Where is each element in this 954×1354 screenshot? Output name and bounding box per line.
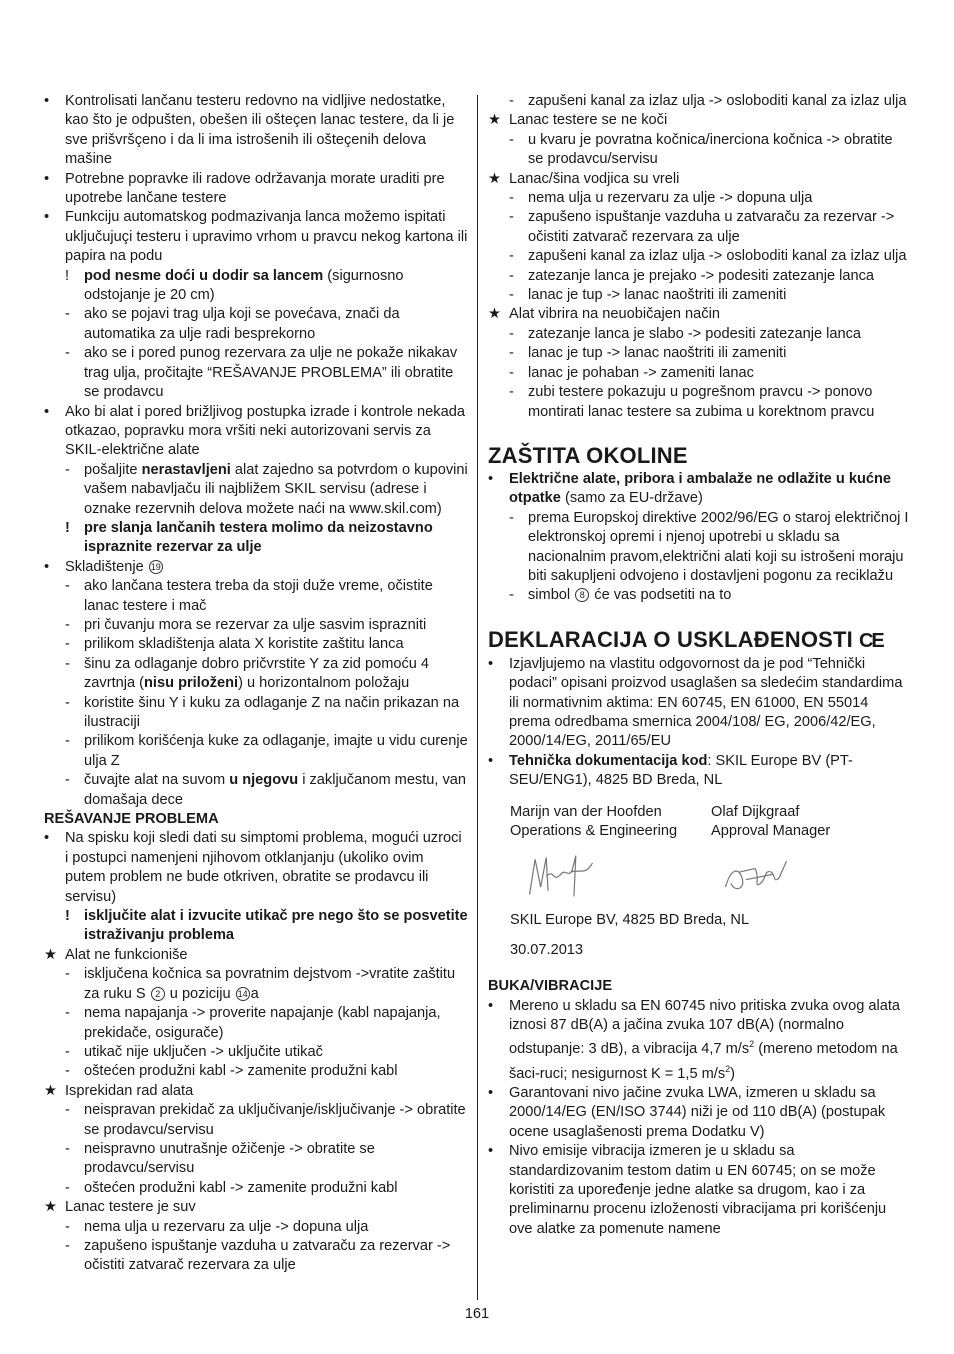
dash-marker: -	[65, 616, 70, 633]
dash-marker: -	[509, 287, 514, 304]
dash-marker: -	[65, 306, 70, 323]
sub-item: - simbol 8 će vas podsetiti na to	[488, 586, 912, 605]
dash-marker: -	[65, 1043, 70, 1060]
dash-marker: -	[65, 1102, 70, 1119]
dash-marker: -	[65, 1005, 70, 1022]
dash-marker: -	[65, 636, 70, 653]
bullet-marker: •	[44, 209, 50, 226]
sub-item: - ako se i pored punog rezervara za ulje ne pokaže nikakav trag ulja, pročitajte “REŠAVANJE PROBLEMA” ili obratite se prodavcu	[65, 345, 458, 401]
dash-marker: -	[65, 1140, 70, 1157]
warning-item: ! pre slanja lančanih testera molimo da neizostavno ispraznite rezervar za ulje	[65, 519, 433, 556]
page-number: 161	[464, 1306, 490, 1322]
star-icon: ★	[44, 1082, 58, 1099]
bullet-marker: •	[44, 170, 50, 187]
dash-marker: -	[509, 190, 514, 207]
section-heading-declaration: DEKLARACIJA O USKLAĐENOSTI CE	[488, 626, 883, 652]
dash-marker: -	[509, 325, 514, 342]
dash-marker: -	[65, 1237, 70, 1254]
sub-item: - isključena kočnica sa povratnim dejstvom ->vratite zaštitu za ruku S 2 u poziciju 14 a	[65, 966, 456, 1002]
sub-item: - zubi testere pokazuju u pogrešnom pravcu -> ponovo montirati lanac testere sa zubima u korektnom pravcu	[509, 384, 875, 420]
symptom-item: ★ Lanac testere je suv	[44, 1198, 468, 1217]
list-item: • Potrebne popravke ili radove održavanja morate uraditi pre upotrebe lančane testere	[44, 170, 445, 207]
dash-marker: -	[65, 694, 70, 711]
sub-item: - neispravan prekidač za uključivanje/isključivanje -> obratite se prodavcu/servisu	[65, 1102, 466, 1138]
bullet-marker: •	[488, 752, 494, 769]
dash-marker: -	[509, 345, 514, 362]
right-column	[488, 92, 912, 1239]
bullet-marker: •	[44, 558, 50, 575]
section-heading-troubleshooting: REŠAVANJE PROBLEMA	[44, 811, 219, 828]
dash-marker: -	[509, 587, 514, 604]
sub-item: - nema napajanja -> proverite napajanje (kabl napajanja, prekidače, osigurače)	[65, 1005, 441, 1041]
sub-item: - lanac je tup -> lanac naoštriti ili zameniti	[488, 344, 912, 363]
reference-number: 14	[237, 988, 248, 999]
list-item: • Kontrolisati lančanu testeru redovno na vidljive nedostatke, kao što je odpušten, obešen ili ošteçen lanac testere, da li je sve prišvršçeno i da li ima istrošenih ili ošteçenih delova mašine	[44, 93, 455, 168]
signatories	[488, 803, 912, 842]
sub-item: - pri čuvanju mora se rezervar za ulje sasvim isprazniti	[44, 616, 468, 635]
sub-item: - neispravno unutrašnje ožičenje -> obratite se prodavcu/servisu	[65, 1140, 375, 1177]
star-icon: ★	[44, 946, 58, 963]
declaration-date: 30.07.2013	[510, 941, 584, 958]
reference-number: 19	[150, 561, 161, 572]
list-item: • Izjavljujemo na vlastitu odgovornost da je pod “Tehnički podaci” opisani proizvod usaglašen sa sledećim standardima ili normativnim aktima: EN 60745, EN 61000, EN 55014 prema odredbama smernica 2004/108/ EG, 2006/42/EG, 2000/14/EG, 2011/65/EU	[488, 655, 903, 750]
sub-item: - oštećen produžni kabl -> zamenite produžni kabl	[44, 1179, 468, 1198]
column-divider	[477, 95, 478, 1300]
sub-item: - ako se pojavi trag ulja koji se povećava, znači da automatika za ulje radi besprekorno	[65, 306, 400, 342]
dash-marker: -	[65, 733, 70, 750]
dash-marker: -	[509, 364, 514, 381]
sub-item: - prilikom skladištenja alata X koristite zaštitu lanca	[44, 635, 468, 654]
list-item: • Nivo emisije vibracija izmeren je u skladu sa standardizovanim testom datim u EN 60745; on se može koristiti za upoređenje jedne alatke sa drugom, kao i za preliminarnu procenu izloženosti vibracijama pri korišćenju ove alatke za pomenute namene	[488, 1143, 887, 1237]
sub-item: - pošaljite nerastavljeni alat zajedno sa potvrdom o kupovini vašem nabavljaču ili najbližem SKIL servisu (adrese i oznake rezervnih delova možete naći na www.skil.com)	[65, 461, 468, 517]
list-item: • Na spisku koji sledi dati su simptomi problema, mogući uzroci i postupci namenjeni njihovom otklanjanju (ukoliko ovim putem problem ne bude otkriven, obratite se prodavcu ili servisu)	[44, 830, 462, 905]
signature-2-image	[718, 848, 792, 904]
sub-item: - prilikom korišćenja kuke za odlaganje, imajte u vidu curenje ulja Z	[65, 733, 468, 769]
list-item: • Električne alate, pribora i ambalaže ne odlažite u kućne otpatke (samo za EU-države)	[488, 470, 892, 507]
dash-marker: -	[509, 509, 514, 526]
dash-marker: -	[509, 248, 514, 265]
sub-item: - šinu za odlaganje dobro pričvrstite Y za zid pomoću 4 zavrtnja (nisu priloženi) u horizontalnom položaju	[65, 655, 430, 692]
dash-marker: -	[65, 966, 70, 983]
dash-marker: -	[65, 461, 70, 478]
sub-item: - zapušeno ispuštanje vazduha u zatvaraču za rezervar -> očistiti zatvarač rezervara za ulje	[509, 209, 895, 245]
dash-marker: -	[509, 93, 514, 109]
list-item: • Skladištenje 19	[44, 558, 468, 577]
sub-item: - zapušeno ispuštanje vazduha u zatvaraču za rezervar -> očistiti zatvarač rezervara za ulje	[65, 1237, 451, 1274]
symptom-item: ★ Lanac/šina vodjica su vreli	[488, 170, 912, 189]
sub-item: - čuvajte alat na suvom u njegovu i zaključanom mestu, van domašaja dece	[65, 772, 467, 808]
star-icon: ★	[488, 112, 502, 129]
symptom-item: ★ Alat vibrira na neuobičajen način	[488, 305, 912, 324]
sub-item: - nema ulja u rezervaru za ulje -> dopuna ulja	[488, 189, 912, 208]
signatory-2: Olaf Dijkgraaf Approval Manager	[711, 803, 831, 839]
symptom-item: ★ Lanac testere se ne koči	[488, 111, 912, 130]
star-icon: ★	[488, 170, 502, 187]
ce-mark: CE	[858, 629, 883, 652]
sub-item: - oštećen produžni kabl -> zamenite produžni kabl	[44, 1062, 468, 1081]
signature-1-image	[524, 848, 598, 904]
sub-item: - lanac je pohaban -> zameniti lanac	[488, 364, 912, 383]
dash-marker: -	[509, 131, 514, 148]
bullet-marker: •	[488, 1143, 494, 1160]
dash-marker: -	[65, 345, 70, 362]
dash-marker: -	[65, 655, 70, 672]
sub-item: - u kvaru je povratna kočnica/inerciona kočnica -> obratite se prodavcu/servisu	[509, 131, 893, 168]
sub-item: - nema ulja u rezervaru za ulje -> dopuna ulja	[44, 1218, 468, 1237]
dash-marker: -	[509, 267, 514, 284]
signatures	[488, 841, 912, 911]
section-heading-environment: ZAŠTITA OKOLINE	[488, 442, 688, 468]
reference-number: 2	[151, 987, 165, 1001]
sub-item: - zatezanje lanca je slabo -> podesiti zatezanje lanca	[488, 325, 912, 344]
sub-item: - prema Europskoj direktive 2002/96/EG o staroj električnoj I elektronskoj opremi i njenoj upotrebi u skladu sa nacionalnim pravom,električni alati koji su istrošeni moraju biti sakupljeni odvojeno i dostavljeni pogonu za reciklažu	[509, 509, 909, 584]
exclamation-marker: !	[65, 267, 70, 284]
bullet-marker: •	[488, 655, 494, 672]
sub-item: - utikač nije uključen -> uključite utikač	[44, 1043, 468, 1062]
dash-marker: -	[65, 772, 70, 789]
warning-item: ! isključite alat i izvucite utikač pre nego što se posvetite istraživanju problema	[65, 908, 468, 944]
dash-marker: -	[509, 384, 514, 401]
list-item: • Mereno u skladu sa EN 60745 nivo pritiska zvuka ovog alata iznosi 87 dB(A) a jačina zvuka 107 dB(A) (normalno odstupanje: 3 dB), a vibracija 4,7 $m/s^2$ (mereno metodom na šaci-ruci; nesigurnost K = 1,5 $m/s^2$)	[488, 997, 901, 1082]
sub-item: - lanac je tup -> lanac naoštriti ili zameniti	[488, 286, 912, 305]
dash-marker: -	[65, 1218, 70, 1235]
dash-marker: -	[509, 209, 514, 226]
sub-item: - koristite šinu Y i kuku za odlaganje Z na način prikazan na ilustraciji	[65, 694, 460, 730]
list-item: • Garantovani nivo jačine zvuka LWA, izmeren u skladu sa 2000/14/EG (EN/ISO 3744) niži je od 110 dB(A) (postupak ocene usaglašenosti prema Dodatku V)	[488, 1084, 886, 1140]
bullet-marker: •	[488, 470, 494, 487]
star-icon: ★	[488, 306, 502, 323]
bullet-marker: •	[488, 1084, 494, 1101]
list-item: • Ako bi alat i pored brižljivog postupka izrade i kontrole nekada otkazao, popravku mora vršiti neki autorizovani servis za SKIL-električne alate	[44, 403, 465, 459]
sub-item: - zapušeni kanal za izlaz ulja -> osloboditi kanal za izlaz ulja	[488, 92, 912, 111]
sub-item: - zatezanje lanca je prejako -> podesiti zatezanje lanca	[488, 267, 912, 286]
sub-item: - ako lančana testera treba da stoji duže vreme, očistite lanac testere i mač	[65, 578, 433, 614]
signatory-1: Marijn van der Hoofden Operations & Engineering	[510, 803, 678, 839]
star-icon: ★	[44, 1199, 58, 1216]
bullet-marker: •	[44, 93, 50, 109]
symptom-item: ★ Alat ne funkcioniše	[44, 946, 468, 965]
dash-marker: -	[65, 578, 70, 595]
dash-marker: -	[65, 1063, 70, 1080]
symptom-item: ★ Isprekidan rad alata	[44, 1082, 468, 1101]
list-item: • Tehnička dokumentacija kod: SKIL Europe BV (PT-SEU/ENG1), 4825 BD Breda, NL	[488, 752, 853, 789]
list-item: • Funkciju automatskog podmazivanja lanca možemo ispitati uključujuçi testeru i upravimo vrhom u pravcu nekog kartona ili papira na podu	[44, 209, 468, 265]
left-column	[44, 92, 468, 1276]
section-heading-noise-vibration: BUKA/VIBRACIJE	[488, 978, 613, 995]
exclamation-marker: !	[65, 519, 70, 536]
reference-number: 8	[575, 588, 589, 602]
dash-marker: -	[65, 1179, 70, 1196]
bullet-marker: •	[488, 997, 494, 1014]
company-address: SKIL Europe BV, 4825 BD Breda, NL	[510, 912, 750, 929]
exclamation-marker: !	[65, 908, 70, 925]
warning-item: ! pod nesme doći u dodir sa lancem (sigurnosno odstojanje je 20 cm)	[65, 267, 404, 304]
bullet-marker: •	[44, 830, 50, 847]
bullet-marker: •	[44, 403, 50, 420]
sub-item: - zapušeni kanal za izlaz ulja -> osloboditi kanal za izlaz ulja	[488, 247, 912, 266]
